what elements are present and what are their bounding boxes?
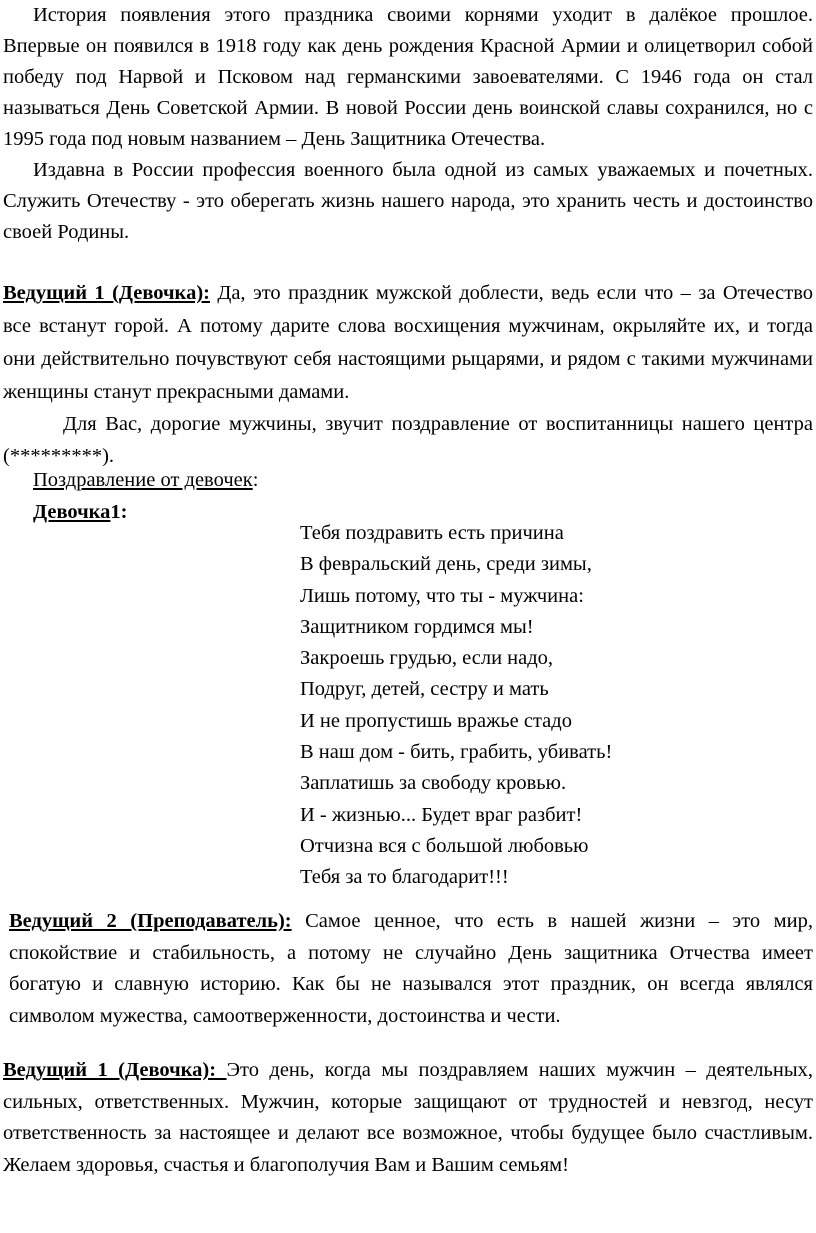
host2-speech-text: Самое ценное, что есть в нашей жизни – это мир, спокойствие и стабильность, а потому не случайно День защитника Отчества имеет богатую и славную историю. Как бы не назывался этот праздник, он всегда являлся символом мужества, самоотверженности, достоинства и чести. bbox=[9, 910, 813, 1028]
poem-line: В наш дом - бить, грабить, убивать! bbox=[300, 741, 613, 764]
intro-paragraph-1: История появления этого праздника своими корнями уходит в далёкое прошлое. Впервые он появился в 1918 году как день рождения Красной Армии и олицетворил собой победу под Нарвой и Псковом над германскими завоевателями. С 1946 года он стал называться День Советской Армии. В новой России день воинской славы сохранился, но с 1995 года под новым названием – День Защитника Отечества. bbox=[3, 4, 813, 150]
poem-line: Тебя поздравить есть причина bbox=[300, 522, 564, 544]
poem-line: Отчизна вся с большой любовью bbox=[300, 834, 589, 857]
host1-speech-text-second: Это день, когда мы поздравляем наших мужчин – деятельных, сильных, ответственных. Мужчин, которые защищают от трудностей и невзгод, несут ответственность за настоящее и делают все возможное, чтобы будущее было счастливым. Желаем здоровья, счастья и благополучия Вам и Вашим семьям! bbox=[3, 1059, 813, 1177]
announcement: Для Вас, дорогие мужчины, звучит поздравление от воспитанницы нашего центра (*********). bbox=[3, 413, 813, 467]
girl1-name: Девочка bbox=[33, 501, 111, 523]
poem bbox=[300, 518, 612, 894]
girl1-number: 1: bbox=[110, 501, 128, 523]
host1-speech-text: Да, это праздник мужской доблести, ведь если что – за Отечество все встанут горой. А потому дарите слова восхищения мужчинам, окрыляйте их, и тогда они действительно почувствуют себя настоящими рыцарями, и рядом с такими мужчинами женщины станут прекрасными дамами. bbox=[3, 282, 813, 403]
girls-heading-label: Поздравление от девочек bbox=[33, 469, 253, 491]
poem-line: И - жизнью... Будет враг разбит! bbox=[300, 803, 583, 826]
speaker-host2: Ведущий 2 (Преподаватель): bbox=[9, 910, 292, 932]
poem-line: Лишь потому, что ты - мужчина: bbox=[300, 584, 584, 607]
host2-speech bbox=[3, 906, 813, 1033]
speaker-host1-second: Ведущий 1 (Девочка): bbox=[3, 1059, 227, 1081]
poem-line: И не пропустишь вражье стадо bbox=[300, 709, 572, 732]
intro-section bbox=[3, 0, 813, 248]
poem-line: В февральский день, среди зимы, bbox=[300, 553, 592, 576]
intro-paragraph-2: Издавна в России профессия военного была одной из самых уважаемых и почетных. Служить Отечеству - это оберегать жизнь нашего народа, это хранить честь и достоинство своей Родины. bbox=[3, 159, 813, 243]
poem-line: Подруг, детей, сестру и мать bbox=[300, 678, 549, 701]
poem-line: Заплатишь за свободу кровью. bbox=[300, 772, 567, 795]
poem-line: Закроешь грудью, если надо, bbox=[300, 647, 554, 670]
speaker-host1: Ведущий 1 (Девочка): bbox=[3, 282, 210, 304]
poem-line: Тебя за то благодарит!!! bbox=[300, 866, 509, 889]
girls-heading: Поздравление от девочек: bbox=[33, 469, 259, 491]
host1-speech-1 bbox=[3, 277, 813, 472]
poem-line: Защитником гордимся мы! bbox=[300, 615, 534, 638]
host1-speech-2 bbox=[3, 1055, 813, 1182]
